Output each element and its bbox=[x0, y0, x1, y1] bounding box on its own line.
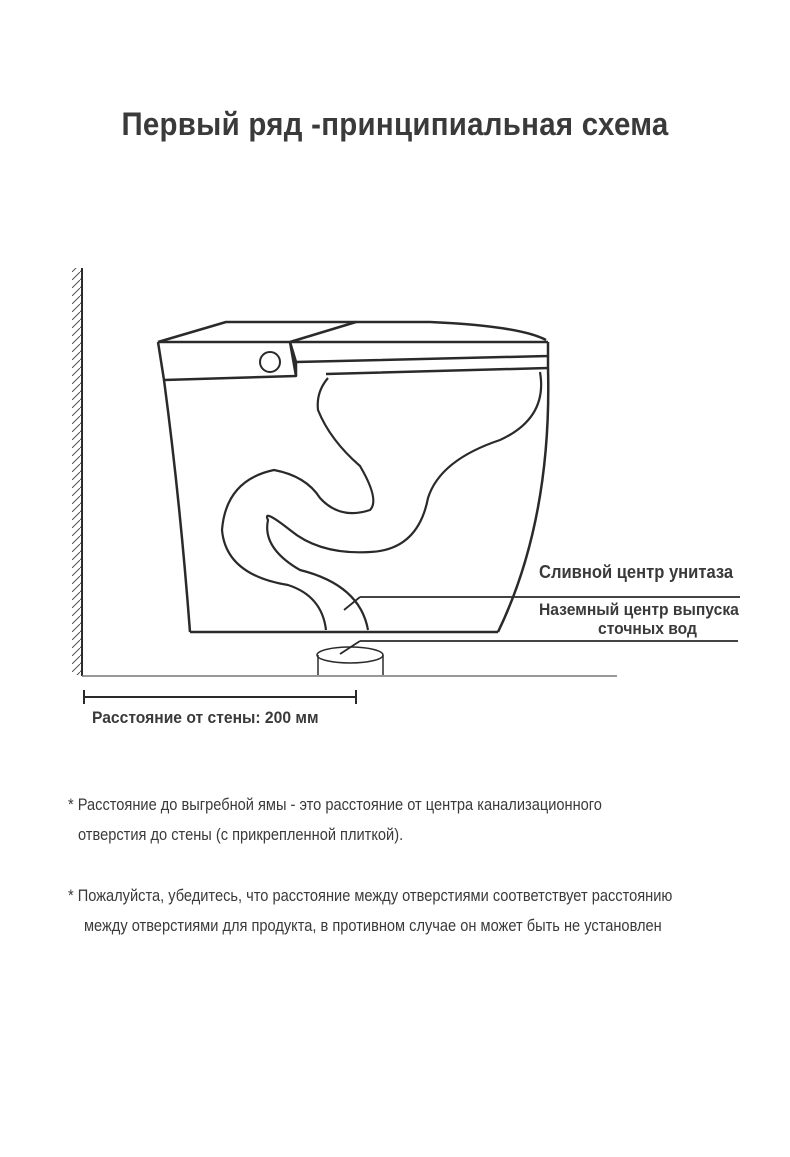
note-2-line-1: * Пожалуйста, убедитесь, что расстояние между отверстиями соответствует расстоянию bbox=[68, 886, 673, 905]
toilet-body bbox=[158, 322, 548, 632]
drain-center-label: Сливной центр унитаза bbox=[539, 562, 734, 582]
drain-pipe bbox=[317, 647, 383, 663]
floor-outlet-label-line2: сточных вод bbox=[598, 619, 697, 638]
note-2-line-2: между отверстиями для продукта, в противном случае он может быть не установлен bbox=[84, 916, 662, 935]
wall-distance-label: Расстояние от стены: 200 мм bbox=[92, 708, 319, 727]
trapway bbox=[222, 372, 541, 630]
wall bbox=[72, 268, 82, 676]
page-title: Первый ряд -принципиальная схема bbox=[121, 106, 669, 142]
floor-outlet-label-line1: Наземный центр выпуска bbox=[539, 600, 739, 619]
note-1-line-2: отверстия до стены (с прикрепленной плиткой). bbox=[78, 825, 404, 844]
wall-distance-dimension bbox=[84, 690, 356, 704]
flush-button-icon bbox=[260, 352, 280, 372]
note-1-line-1: * Расстояние до выгребной ямы - это расстояние от центра канализационного bbox=[68, 795, 602, 814]
